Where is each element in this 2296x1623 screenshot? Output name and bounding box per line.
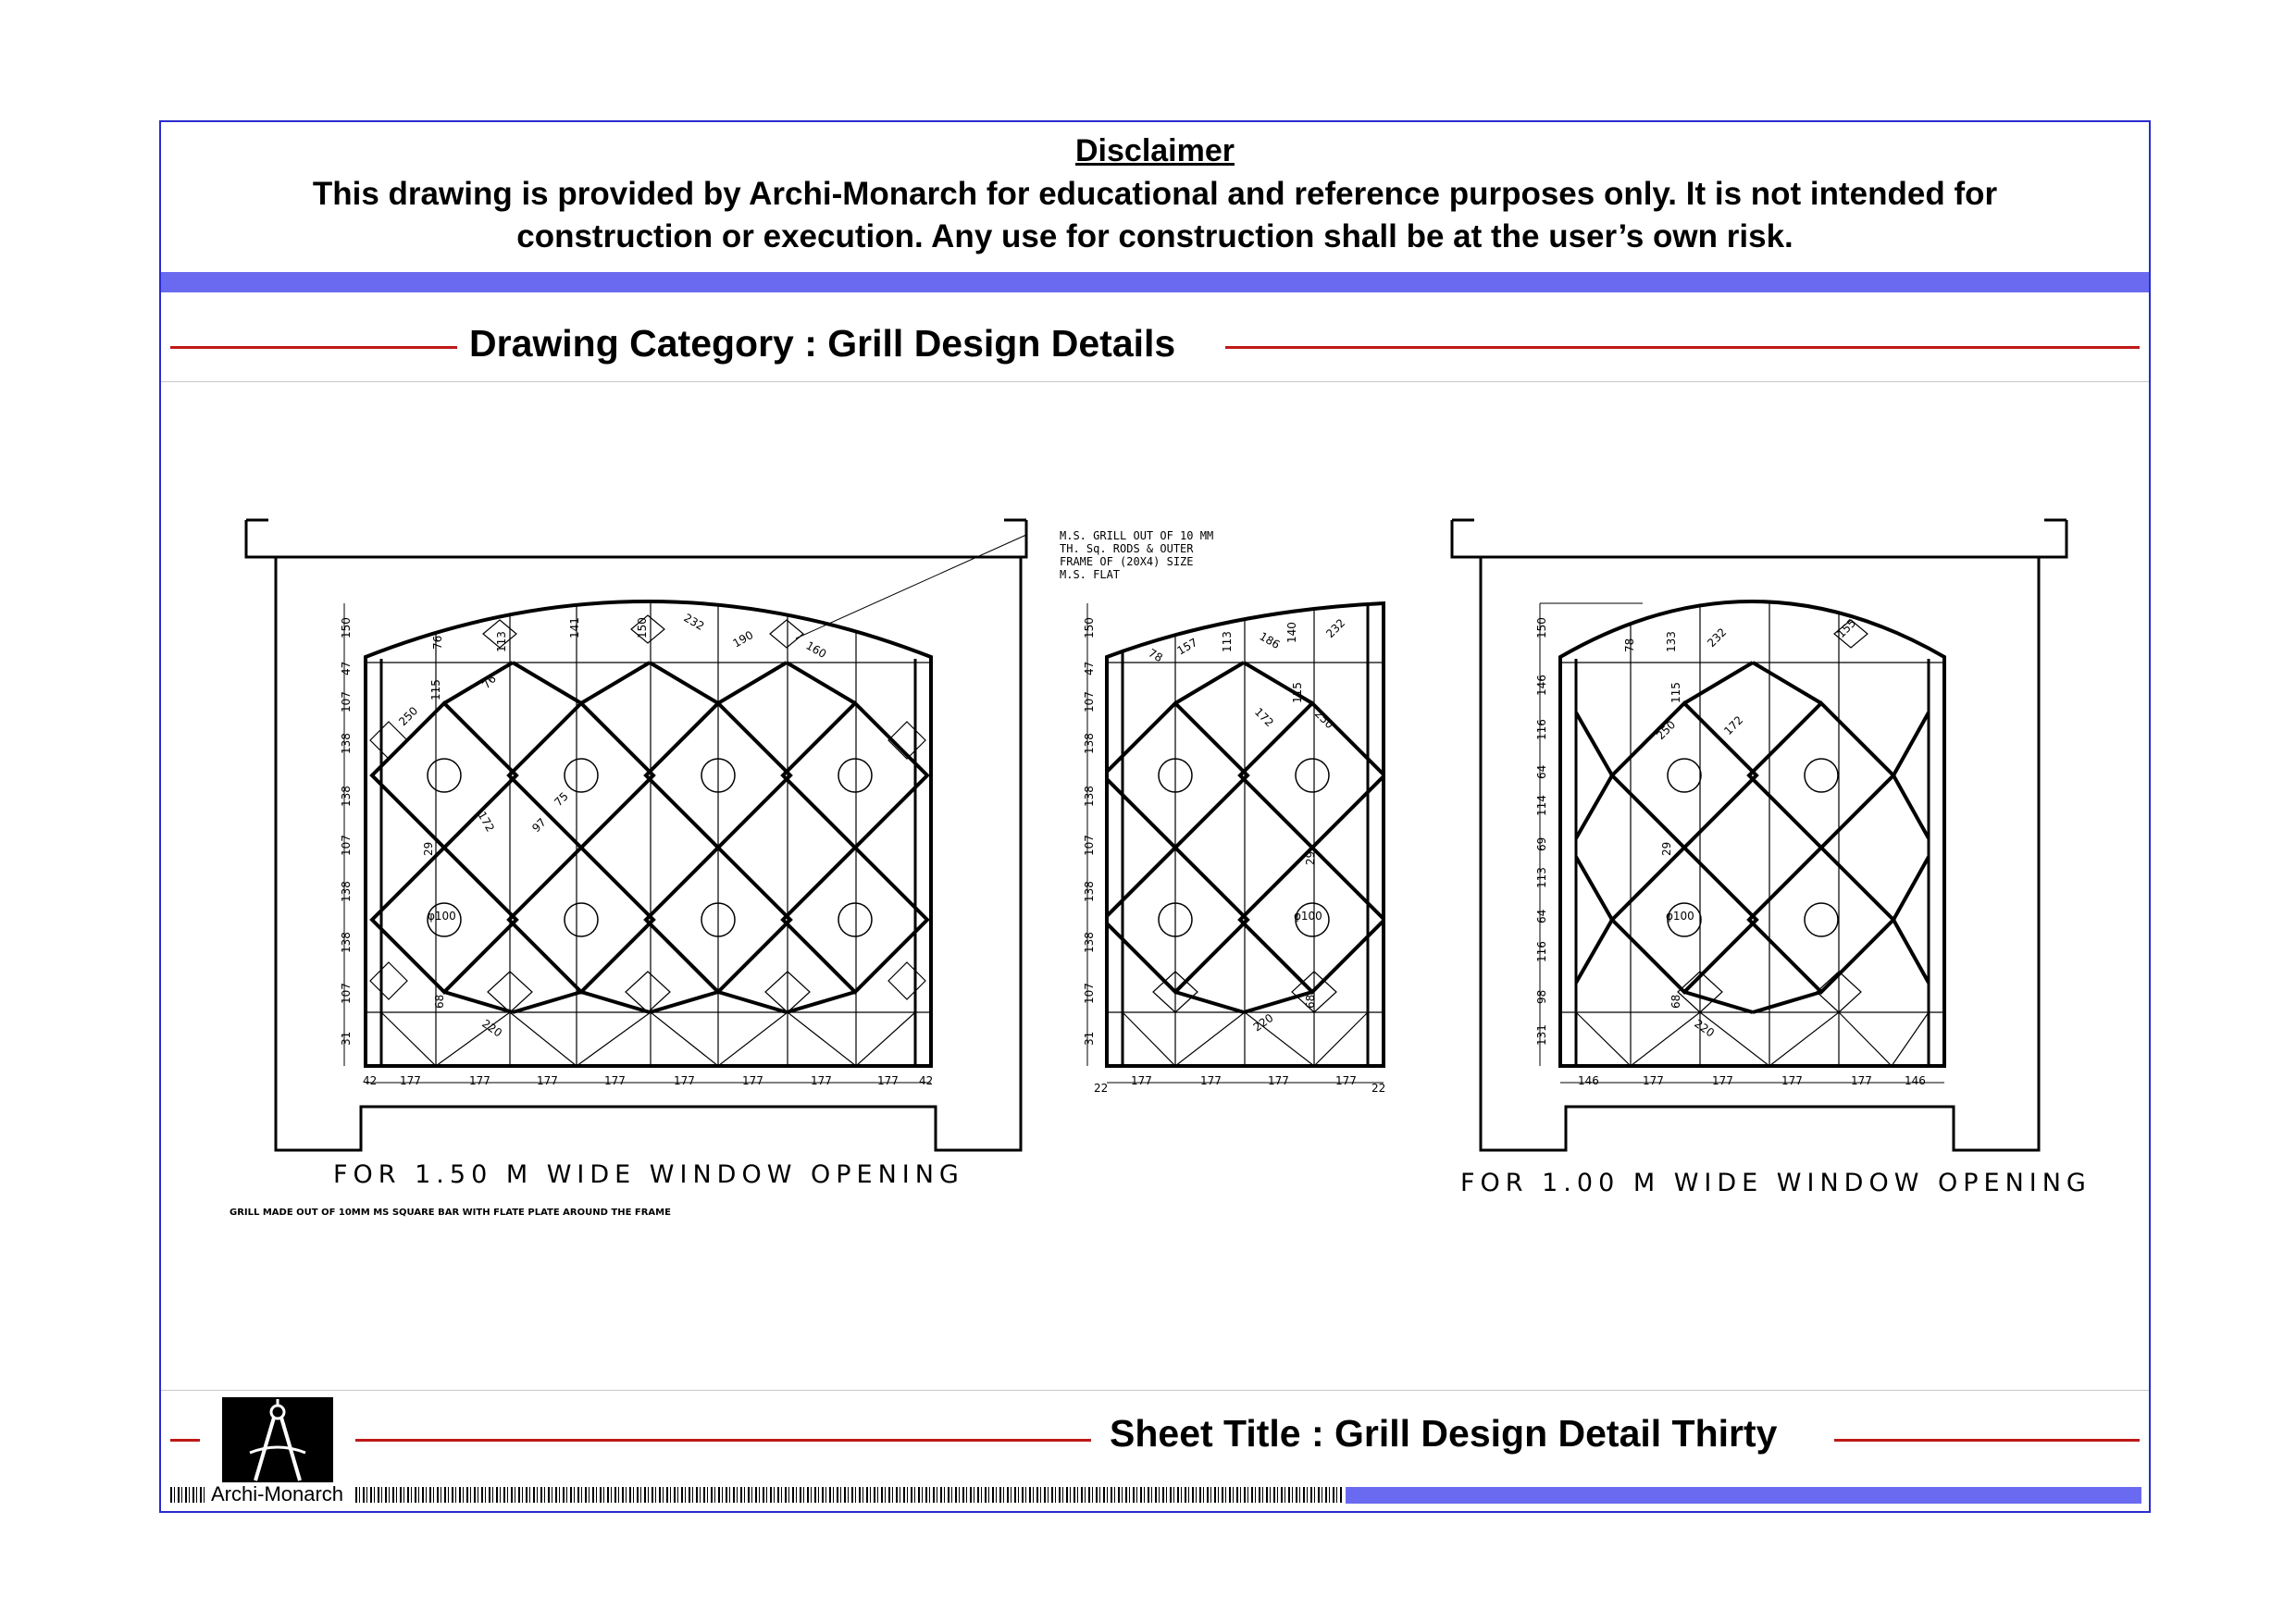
dim-label: 98 — [1535, 989, 1548, 1004]
dim-label: 68 — [1304, 994, 1317, 1009]
dim-label: 22 — [1094, 1082, 1109, 1095]
dim-label: 232 — [1705, 626, 1730, 650]
dim-label: 177 — [469, 1074, 490, 1087]
dim-label: 177 — [811, 1074, 832, 1087]
dim-label: 150 — [1083, 617, 1096, 638]
dim-label: 177 — [877, 1074, 899, 1087]
dim-label: 177 — [1268, 1074, 1289, 1087]
dim-label: 22 — [1371, 1082, 1386, 1095]
dim-label: φ100 — [428, 910, 456, 923]
dim-label: 29 — [1304, 850, 1317, 865]
dim-label: 115 — [429, 679, 442, 700]
dim-label: 177 — [1781, 1074, 1803, 1087]
grill-pattern-middle — [1103, 592, 1384, 1066]
dim-label: 146 — [1905, 1074, 1926, 1087]
dim-label: 157 — [1174, 636, 1200, 658]
dim-label: 177 — [674, 1074, 695, 1087]
dim-label: 232 — [681, 611, 707, 634]
dim-label: 107 — [1083, 983, 1096, 1004]
dim-label: 250 — [1311, 707, 1336, 732]
dim-label: 42 — [363, 1074, 378, 1087]
dim-label: 146 — [1578, 1074, 1599, 1087]
dim-label: 42 — [919, 1074, 934, 1087]
dim-label: 160 — [803, 638, 829, 662]
grill-left — [246, 520, 1026, 1150]
dim-label: 138 — [1083, 932, 1096, 953]
dim-label: 138 — [340, 733, 353, 754]
dims-right-bottom — [1578, 1074, 1926, 1087]
grill-pattern-right — [1560, 592, 1944, 1066]
dim-label: 177 — [1851, 1074, 1872, 1087]
dims-mid-bottom — [1094, 1074, 1385, 1095]
dim-label: 133 — [1665, 631, 1678, 652]
dim-label: 47 — [340, 661, 353, 675]
sheet-title: Sheet Title : Grill Design Detail Thirty — [1110, 1412, 1778, 1455]
dim-label: 177 — [1712, 1074, 1733, 1087]
dim-label: 150 — [1535, 617, 1548, 638]
dim-label: 116 — [1535, 941, 1548, 962]
dim-label: 138 — [340, 932, 353, 953]
dim-label: 76 — [479, 672, 499, 692]
dim-label: 146 — [1535, 675, 1548, 696]
dim-label: 150 — [636, 617, 649, 638]
dim-label: 113 — [1535, 867, 1548, 888]
dim-label: 155 — [1834, 616, 1859, 641]
dim-label: 115 — [1291, 682, 1304, 703]
dim-label: 75 — [552, 789, 571, 810]
dim-label: 31 — [1083, 1031, 1096, 1046]
caption-right: FOR 1.00 M WIDE WINDOW OPENING — [1460, 1169, 2091, 1197]
dim-label: 113 — [1221, 631, 1234, 652]
opening-right — [1481, 557, 2039, 1150]
dims-interior — [396, 611, 1858, 1039]
dim-label: 115 — [1669, 682, 1682, 703]
dim-label: 29 — [1660, 841, 1673, 856]
dim-label: 220 — [1250, 1010, 1276, 1035]
grill-note: GRILL MADE OUT OF 10MM MS SQUARE BAR WITH FLATE PLATE AROUND THE FRAME — [230, 1208, 671, 1218]
dims-left-side — [340, 617, 353, 1046]
brand-name: Archi-Monarch — [211, 1482, 344, 1505]
dim-label: 220 — [1692, 1016, 1718, 1040]
dim-label: 250 — [1654, 718, 1679, 743]
grill-pattern-left — [366, 592, 931, 1066]
dim-label: φ100 — [1666, 910, 1694, 923]
annotation-line-1: M.S. GRILL OUT OF 10 MM — [1060, 529, 1214, 542]
dim-label: 114 — [1535, 795, 1548, 816]
dim-label: 113 — [495, 631, 508, 652]
grill-annotation — [1060, 529, 1213, 581]
dim-label: 177 — [604, 1074, 626, 1087]
dim-label: 138 — [1083, 786, 1096, 807]
disclaimer-title: Disclaimer — [1075, 133, 1235, 168]
dim-label: 172 — [1721, 713, 1746, 738]
caption-left: FOR 1.50 M WIDE WINDOW OPENING — [333, 1160, 964, 1189]
dim-label: 107 — [340, 983, 353, 1004]
dim-label: 64 — [1535, 909, 1548, 923]
dim-label: 78 — [1623, 638, 1636, 652]
dim-label: 172 — [1251, 705, 1276, 730]
dim-label: 138 — [340, 881, 353, 902]
dim-label: 190 — [730, 628, 756, 650]
dim-label: 177 — [742, 1074, 763, 1087]
grill-frame-right — [1560, 601, 1944, 1066]
dim-label: 69 — [1535, 836, 1548, 851]
dim-label: 116 — [1535, 719, 1548, 740]
dim-label: 138 — [1083, 881, 1096, 902]
dim-label: 177 — [1200, 1074, 1222, 1087]
dims-left-bottom — [363, 1074, 933, 1087]
dim-label: 68 — [433, 994, 446, 1009]
dim-label: 107 — [340, 835, 353, 856]
dim-label: 177 — [1643, 1074, 1664, 1087]
dim-label: 220 — [479, 1016, 505, 1040]
dim-label: 141 — [568, 617, 581, 638]
lintel-right — [1452, 520, 2066, 557]
dim-label: 131 — [1535, 1024, 1548, 1046]
dim-label: 138 — [1083, 733, 1096, 754]
dim-label: 68 — [1669, 994, 1682, 1009]
annotation-line-2: TH. Sq. RODS & OUTER — [1060, 542, 1194, 555]
dim-label: 150 — [340, 617, 353, 638]
annotation-line-4: M.S. FLAT — [1060, 568, 1121, 581]
disclaimer-line-1: This drawing is provided by Archi-Monarch for educational and reference purposes only. It is not intended for — [312, 176, 1998, 212]
disclaimer-line-2: construction or execution. Any use for construction shall be at the user’s own risk. — [516, 218, 1793, 254]
dim-label: 140 — [1285, 622, 1298, 643]
dim-label: 76 — [431, 635, 444, 650]
dim-label: 29 — [422, 841, 435, 856]
dim-label: 177 — [1131, 1074, 1152, 1087]
grill-middle — [1087, 592, 1384, 1083]
dim-label: 250 — [396, 704, 421, 729]
grill-right — [1452, 520, 2066, 1150]
dim-label: 31 — [340, 1031, 353, 1046]
dim-label: 177 — [400, 1074, 421, 1087]
opening-left — [276, 557, 1021, 1150]
dim-label: 107 — [1083, 691, 1096, 712]
dims-mid-side — [1083, 617, 1096, 1046]
dim-label: 78 — [1146, 646, 1165, 665]
dim-label: 186 — [1257, 629, 1283, 652]
dim-label: 97 — [529, 815, 549, 836]
dim-label: 107 — [1083, 835, 1096, 856]
dim-label: 107 — [340, 691, 353, 712]
annotation-line-3: FRAME OF (20X4) SIZE — [1060, 555, 1194, 568]
dim-label: φ100 — [1294, 910, 1322, 923]
dim-label: 177 — [537, 1074, 558, 1087]
dim-label: 64 — [1535, 764, 1548, 779]
dim-label: 172 — [475, 809, 497, 835]
drawing-category: Drawing Category : Grill Design Details — [469, 322, 1176, 365]
dims-right-side — [1535, 617, 1548, 1046]
dim-label: 138 — [340, 786, 353, 807]
dim-label: 232 — [1323, 616, 1348, 641]
lintel-left — [246, 520, 1026, 557]
dim-label: 177 — [1335, 1074, 1357, 1087]
dim-label: 47 — [1083, 661, 1096, 675]
